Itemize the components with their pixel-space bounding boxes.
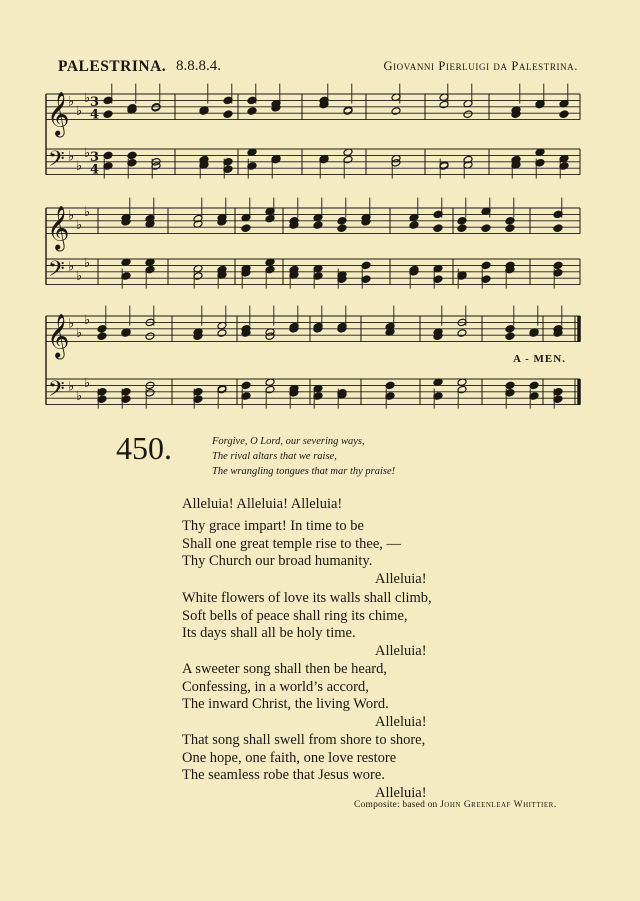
stanza-refrain: Alleluia! <box>375 784 427 801</box>
note-head <box>97 325 107 334</box>
epigraph-line: Forgive, O Lord, our severing ways, <box>212 436 365 447</box>
note-head <box>97 332 107 341</box>
stanza-refrain: Alleluia! <box>375 642 427 659</box>
flat-icon: ♭ <box>76 326 83 341</box>
note-head <box>241 381 251 390</box>
stanza-3 <box>182 661 427 731</box>
note-head <box>217 329 227 338</box>
flat-icon: ♭ <box>68 316 75 332</box>
text-credit <box>354 800 557 810</box>
note-head <box>505 325 515 334</box>
flat-icon: ♭ <box>68 94 75 110</box>
flat-icon: ♭ <box>84 256 91 272</box>
note-head <box>145 332 155 341</box>
note-head <box>409 221 419 230</box>
note-head <box>103 110 113 119</box>
note-head <box>313 221 323 230</box>
stanza-2 <box>182 590 432 660</box>
flat-icon: ♭ <box>76 269 83 284</box>
note-head <box>505 224 515 233</box>
flat-icon: ♭ <box>68 379 75 395</box>
note-head <box>529 381 539 390</box>
amen-lyric: A - MEN. <box>513 353 566 365</box>
note-head <box>127 151 137 160</box>
refrain-heading: Alleluia! Alleluia! Alleluia! <box>182 496 343 512</box>
stanza-line: Thy grace impart! In time to be <box>182 518 364 534</box>
bass-clef-icon: 𝄢 <box>48 147 65 178</box>
credit-prefix: Composite: based on <box>354 800 438 810</box>
note-head <box>457 224 467 233</box>
bass-clef-icon: 𝄢 <box>48 377 65 408</box>
note-head <box>481 224 491 233</box>
treble-clef-icon: 𝄞 <box>47 91 70 136</box>
note-head <box>433 224 443 233</box>
note-head <box>505 217 515 226</box>
stanza-line: Confessing, in a world’s accord, <box>182 678 369 695</box>
time-signature: 3 <box>90 94 100 110</box>
flat-icon: ♭ <box>84 376 91 392</box>
stanza-line: The seamless robe that Jesus wore. <box>182 767 385 783</box>
epigraph-line: The wrangling tongues that mar thy praise! <box>212 466 396 477</box>
flat-icon: ♭ <box>84 313 91 329</box>
epigraph <box>212 434 395 479</box>
tune-name: PALESTRINA. <box>58 58 167 75</box>
hymn-number: 450. <box>116 430 172 466</box>
note-head <box>457 329 467 338</box>
time-signature: 4 <box>90 162 100 178</box>
stanza-line: White flowers of love its walls shall climb, <box>182 590 432 606</box>
stanza-refrain: Alleluia! <box>375 713 427 730</box>
note-head <box>463 110 473 119</box>
stanza-line: Shall one great temple rise to thee, — <box>182 535 402 552</box>
flat-icon: ♭ <box>84 146 91 162</box>
note-head <box>103 151 113 160</box>
note-head <box>553 224 563 233</box>
flat-icon: ♭ <box>68 259 75 275</box>
note-head <box>391 107 401 116</box>
meter: 8.8.8.4. <box>176 58 221 74</box>
treble-clef-icon: 𝄞 <box>47 313 70 358</box>
note-head <box>385 381 395 390</box>
composer: Giovanni Pierluigi da Palestrina. <box>383 59 578 73</box>
note-head <box>223 110 233 119</box>
stanza-line: Soft bells of peace shall ring its chime, <box>182 607 408 624</box>
flat-icon: ♭ <box>68 208 75 224</box>
flat-icon: ♭ <box>76 159 83 174</box>
flat-icon: ♭ <box>76 389 83 404</box>
credit-author: John Greenleaf Whittier. <box>440 800 557 810</box>
note-head <box>337 224 347 233</box>
stanza-line: The inward Christ, the living Word. <box>182 696 389 712</box>
note-head <box>553 261 563 270</box>
note-head <box>457 217 467 226</box>
note-head <box>241 224 251 233</box>
stanza-line: Its days shall all be holy time. <box>182 625 356 641</box>
stanza-refrain: Alleluia! <box>375 570 427 587</box>
stanza-line: Thy Church our broad humanity. <box>182 553 373 569</box>
flat-icon: ♭ <box>76 218 83 233</box>
flat-icon: ♭ <box>68 149 75 165</box>
treble-clef-icon: 𝄞 <box>47 205 70 250</box>
epigraph-line: The rival altars that we raise, <box>212 451 337 462</box>
note-head <box>199 107 209 116</box>
bass-clef-icon: 𝄢 <box>48 257 65 288</box>
stanza-line: That song shall swell from shore to shore, <box>182 732 426 748</box>
time-signature: 4 <box>90 107 100 123</box>
flat-icon: ♭ <box>76 104 83 119</box>
note-head <box>505 332 515 341</box>
stanza-line: One hope, one faith, one love restore <box>182 749 397 766</box>
note-head <box>247 107 257 116</box>
note-head <box>481 261 491 270</box>
note-head <box>529 329 539 338</box>
stanza-4 <box>182 732 427 802</box>
note-head <box>559 110 569 119</box>
flat-icon: ♭ <box>84 91 91 107</box>
stanza-1 <box>182 518 427 588</box>
note-head <box>337 217 347 226</box>
flat-icon: ♭ <box>84 205 91 221</box>
note-head <box>505 381 515 390</box>
stanza-line: A sweeter song shall then be heard, <box>182 661 387 677</box>
time-signature: 3 <box>90 149 100 165</box>
note-head <box>121 329 131 338</box>
note-head <box>361 261 371 270</box>
